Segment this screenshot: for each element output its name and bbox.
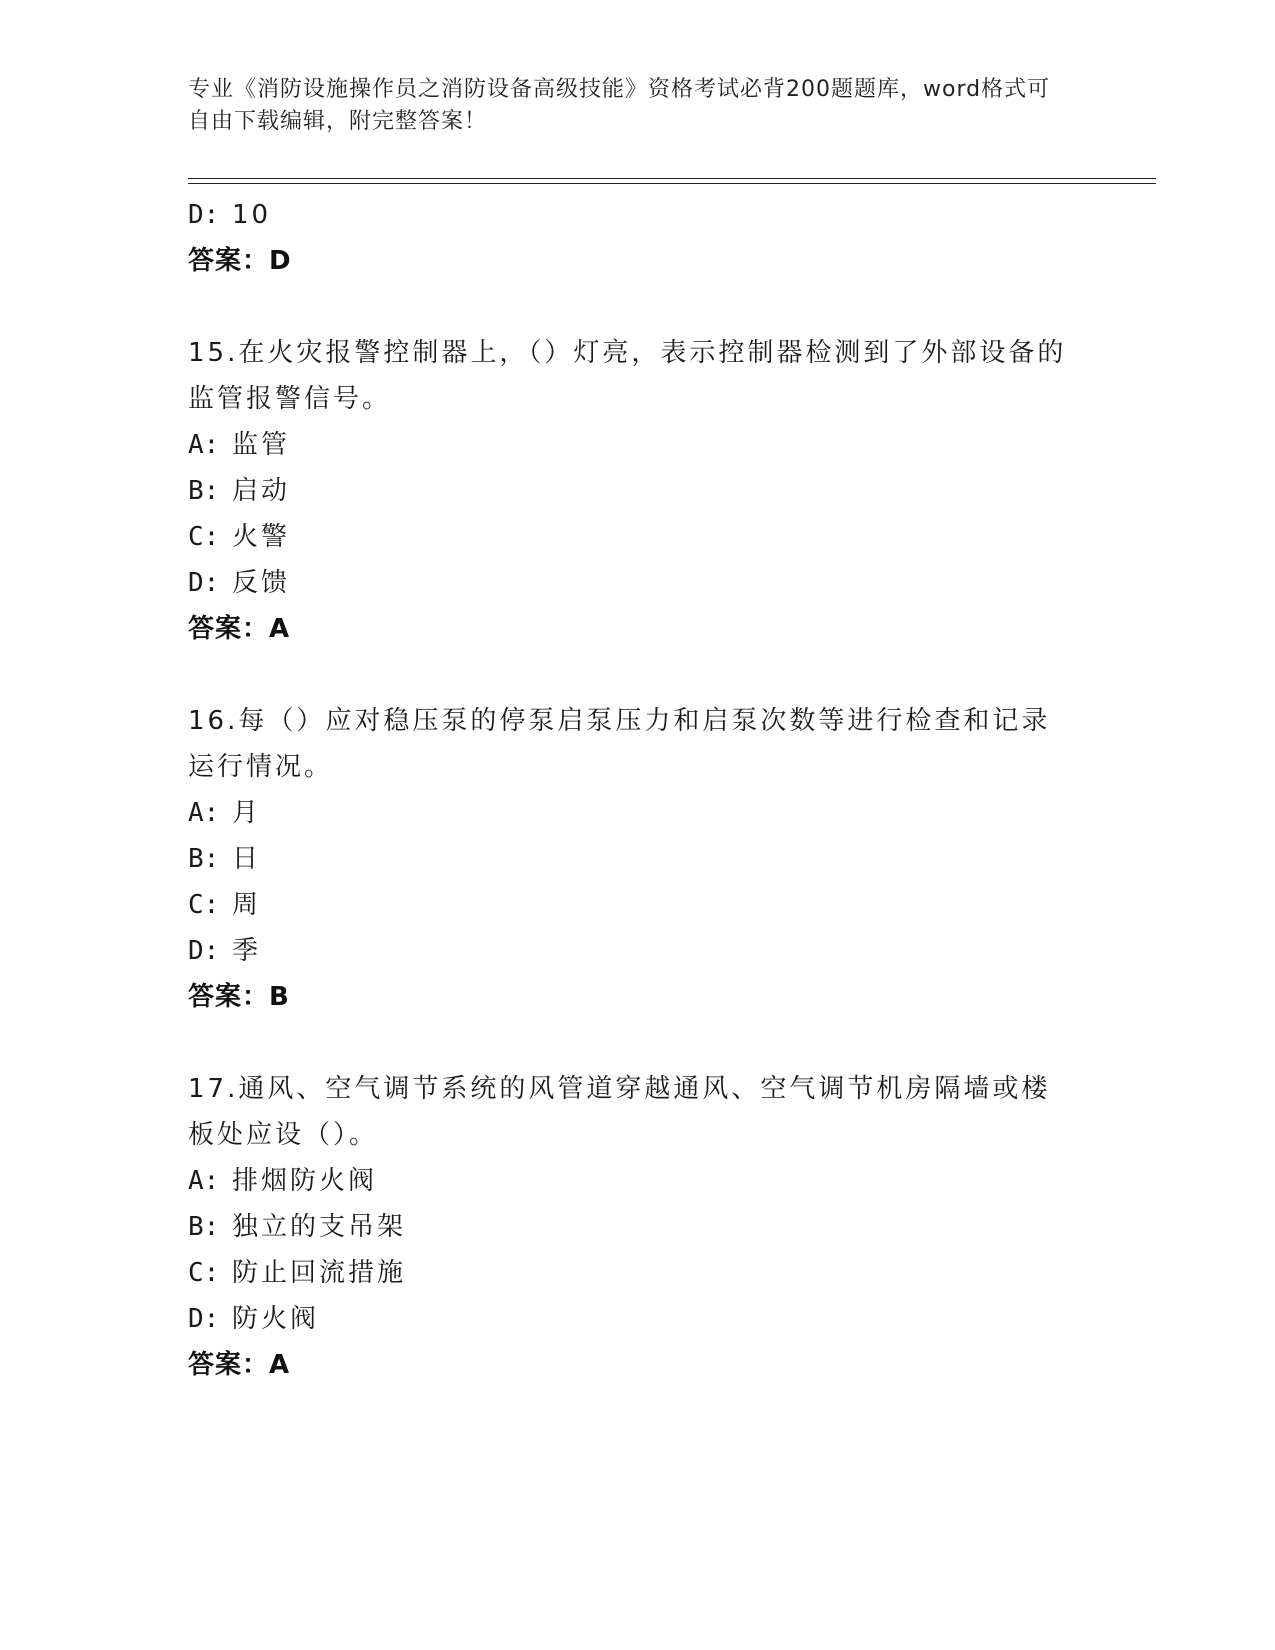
option-key: A: xyxy=(188,798,220,828)
question-text: 15.在火灾报警控制器上，（）灯亮，表示控制器检测到了外部设备的监管报警信号。 xyxy=(188,338,1067,414)
option-d xyxy=(188,928,1088,974)
question-text: 17.通风、空气调节系统的风管道穿越通风、空气调节机房隔墙或楼板处应设（）。 xyxy=(188,1074,1051,1150)
header-divider-bottom xyxy=(188,183,1156,184)
option-text: 监管 xyxy=(232,430,291,460)
option-key: D: xyxy=(188,200,220,230)
document-header: 专业《消防设施操作员之消防设备高级技能》资格考试必背200题题库，word格式可自由下载编辑，附完整答案！ xyxy=(188,77,1051,134)
question-16 xyxy=(188,698,1088,1020)
option-b xyxy=(188,836,1088,882)
question-17 xyxy=(188,1066,1088,1388)
option-text: 季 xyxy=(232,936,262,966)
option-text: 启动 xyxy=(232,476,291,506)
option-key: D: xyxy=(188,1304,220,1334)
option-text: 10 xyxy=(232,200,272,230)
option-a xyxy=(188,1158,1088,1204)
option-text: 排烟防火阀 xyxy=(232,1166,378,1196)
option-text: 独立的支吊架 xyxy=(232,1212,407,1242)
prev-answer: 答案：D xyxy=(188,246,292,276)
header-divider-top xyxy=(188,178,1156,179)
spacer xyxy=(188,284,1088,330)
option-key: C: xyxy=(188,522,220,552)
option-text: 防止回流措施 xyxy=(232,1258,407,1288)
option-c xyxy=(188,514,1088,560)
option-c xyxy=(188,882,1088,928)
option-text: 日 xyxy=(232,844,262,874)
option-b xyxy=(188,468,1088,514)
spacer xyxy=(188,652,1088,698)
answer: 答案：B xyxy=(188,982,290,1012)
option-text: 防火阀 xyxy=(232,1304,320,1334)
option-key: C: xyxy=(188,890,220,920)
option-key: B: xyxy=(188,844,220,874)
option-b xyxy=(188,1204,1088,1250)
option-key: C: xyxy=(188,1258,220,1288)
option-key: D: xyxy=(188,568,220,598)
option-text: 周 xyxy=(232,890,262,920)
option-d xyxy=(188,560,1088,606)
option-key: A: xyxy=(188,430,220,460)
option-a xyxy=(188,790,1088,836)
option-text: 月 xyxy=(232,798,262,828)
answer: 答案：A xyxy=(188,1350,291,1380)
option-key: D: xyxy=(188,936,220,966)
option-key: A: xyxy=(188,1166,220,1196)
option-d xyxy=(188,1296,1088,1342)
option-a xyxy=(188,422,1088,468)
option-key: B: xyxy=(188,1212,220,1242)
spacer xyxy=(188,1020,1088,1066)
option-text: 反馈 xyxy=(232,568,291,598)
answer: 答案：A xyxy=(188,614,291,644)
option-text: 火警 xyxy=(232,522,291,552)
question-text: 16.每（）应对稳压泵的停泵启泵压力和启泵次数等进行检查和记录运行情况。 xyxy=(188,706,1051,782)
question-15 xyxy=(188,330,1088,652)
question-list xyxy=(188,192,1088,1388)
option-key: B: xyxy=(188,476,220,506)
option-c xyxy=(188,1250,1088,1296)
prev-option-d xyxy=(188,192,1088,238)
